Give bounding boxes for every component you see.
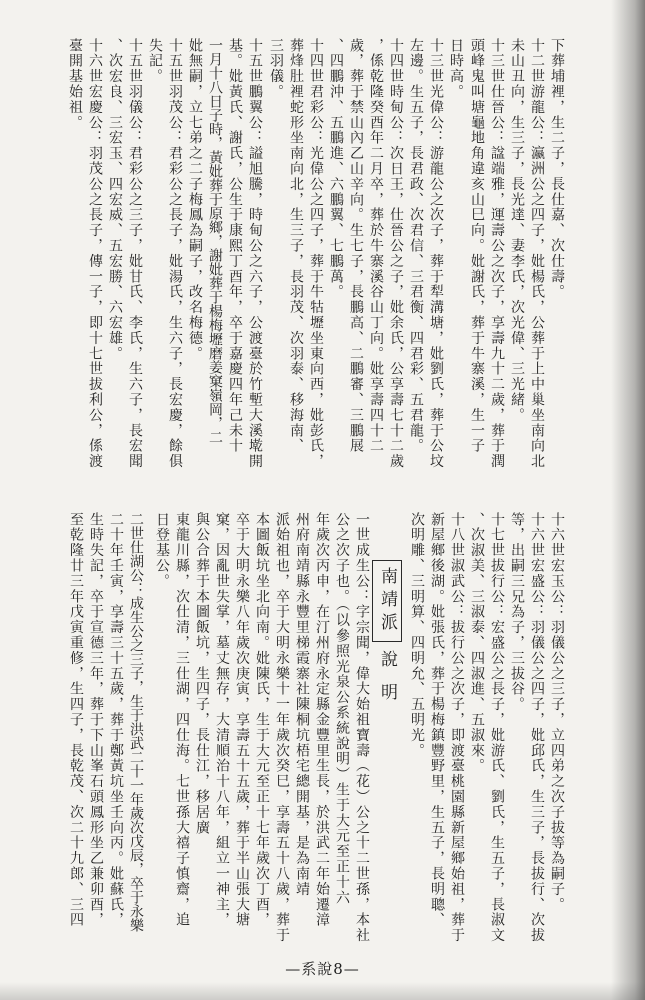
- text-column: 公之次子也。（以參照光泉公系統說明）生于大元至正十六: [334, 512, 350, 906]
- text-column: 十四世時甸公：次日王，仕晉公之子，妣余氏，公享壽七十二歲: [388, 38, 404, 470]
- text-column: ，係乾隆癸酉年二月卒，葬於牛寨溪谷山丁向。妣享壽四十二: [368, 38, 384, 454]
- text-column: 基。妣黃氏、謝氏，公生于康熙丁酉年，卒于嘉慶四年己未十: [227, 38, 243, 454]
- text-column: 二世仕湖公：成生公之三子，生于洪武二十一年歲次戊辰，卒于永樂: [128, 512, 144, 932]
- text-column: 一月十八日子時，黃妣葬于原鄉，謝妣葬于楊梅壢磨姜窠嶺岡，二: [207, 38, 223, 444]
- text-column: 至乾隆廿三年戊寅重修，生四子，長乾茂、次二十九郎、三四: [68, 512, 84, 928]
- text-column: 十三世仕晉公：諡端雅，運壽公之次子，享壽九十二歲，葬于潤: [489, 38, 505, 470]
- text-column: 臺開基始祖。: [67, 38, 83, 131]
- text-column: 左邊。生五子，長君政、次君信、三君衡、四君彩、五君龍。: [408, 38, 424, 454]
- scan-edge-shadow-right: [611, 0, 645, 1000]
- text-column: 妣無嗣，立七弟之二子梅鳳為嗣子，改名梅德。: [187, 38, 203, 362]
- text-column: 歲，葬于禁山內乙山辛向。生七子，長鵬高、二鵬審、三鵬展: [348, 38, 364, 454]
- text-column: 二十年壬寅，享壽三十五歲，葬于鄭黃坑坐壬向丙。妣蘇氏，: [108, 512, 124, 928]
- text-column: 日登基公。: [154, 512, 170, 589]
- text-column: 失記。: [147, 38, 163, 85]
- text-column: 十五世鵬翼公：謚旭騰，時甸公之六子，公渡臺於竹塹大溪墘開: [247, 38, 263, 470]
- section-heading-box: [372, 560, 402, 642]
- text-column: 、次淑美、三淑泰、四淑進、五淑來。: [469, 512, 485, 774]
- text-column: 州府南靖縣永豐里梯霞寨社陳桐坑梧宅總開基，是為南靖: [294, 512, 310, 897]
- text-column: 未山丑向，生三子，長光達、妻李氏，次光偉、三光緒。: [509, 38, 525, 423]
- text-column: 三羽儀。: [268, 38, 284, 100]
- text-column: 與公合葬于本圖飯坑，生四子，長仕江，移居廣: [194, 512, 210, 836]
- text-column: 十六世宏慶公：羽茂公之長子，傳一子，即十七世拔利公，係渡: [87, 38, 103, 470]
- text-column: 十八世淑武公：拔行公之次子，即渡臺桃園縣新屋鄉始祖，葬于: [449, 512, 465, 944]
- text-column: 新屋鄉後湖。妣張氏，葬于楊梅鎮豐野里，生五子，長明聰、: [429, 512, 445, 928]
- scan-edge-shadow-bottom: [0, 982, 645, 1000]
- text-column: 十六世宏盛公：羽儀公之四子，妣邱氏，生三子，長拔行、次拔: [529, 512, 545, 944]
- text-column: 十六世宏玉公：羽儀公之三子，立四弟之次子拔等為嗣子。: [549, 512, 565, 913]
- text-column: 十五世羽茂公：君彩公之長子，妣湯氏，生六子，長宏慶，餘俱: [167, 38, 183, 470]
- text-column: 十五世羽儀公：君彩公之三子，妣甘氏、李氏，生六子，長宏聞: [127, 38, 143, 470]
- text-column: 生時失記，卒于宣德三年，葬于下山峯石頭鳳形坐乙兼卯酉，: [88, 512, 104, 928]
- text-column: 日時高。: [448, 38, 464, 100]
- page-number-footer: —系說8—: [285, 960, 360, 978]
- text-column: 一世成生公：字宗聞，偉大始祖寶壽（花）公之十二世孫，本社: [354, 512, 370, 944]
- text-column: 東龍川縣，次仕清，三仕湖，四仕海。七世孫大禧子慎齋，追: [174, 512, 190, 928]
- text-column: 葬烽肚裡蛇形坐南向北，生三子，長羽茂、次羽泰、移海南、: [288, 38, 304, 454]
- text-column: 派始祖也，卒于大明永樂十一年歲次癸巳，享壽五十八歲，葬于: [274, 512, 290, 944]
- section-title: 南靖派: [377, 567, 397, 636]
- text-column: 卒于大明永樂八年歲次庚寅，享壽五十五歲，葬于半山張大塘: [234, 512, 250, 928]
- text-column: 十七世拔行公：宏盛公之長子，妣游氏、劉氏，生五子，長淑文: [489, 512, 505, 944]
- text-column: 窠，因亂世失掌，墓丈無存，大清順治十八年，組立一神主，: [214, 512, 230, 928]
- text-column: 年歲次丙申，在汀州府永定縣金豐里生長，於洪武二年始遷漳: [314, 512, 330, 928]
- text-column: 、次宏良、三宏玉、四宏威、五宏勝、六宏雄。: [107, 38, 123, 362]
- section-subtitle: 說明: [377, 650, 397, 716]
- text-column: 十二世游龍公：瀛洲公之四子，妣楊氏，公葬于上中巢坐南向北: [529, 38, 545, 470]
- text-column: 頭峰鬼叫塘龜地角違亥山巳向。妣謝氏，葬于牛寨溪，生一子: [469, 38, 485, 454]
- text-column: 本圖飯坑坐北向南。妣陳氏，生于大元至正十七年歲次丁酉，: [254, 512, 270, 928]
- text-column: 、四鵬沖、五鵬進、六鵬翼、七鵬萬。: [328, 38, 344, 300]
- text-column: 等，出嗣三兄為子，三拔谷。: [509, 512, 525, 713]
- text-column: 十三世光偉公：游龍公之次子，葬于犁溝塘，妣劉氏，葬于公坟: [428, 38, 444, 470]
- text-column: 十四世君彩公：光偉公之四子，葬于牛牯壢坐東向西，妣彭氏，: [308, 38, 324, 470]
- text-column: 下葬埔裡，生二子，長仕嘉、次仕壽。: [549, 38, 565, 300]
- text-column: 次明雕、三明算、四明允、五明光。: [409, 512, 425, 759]
